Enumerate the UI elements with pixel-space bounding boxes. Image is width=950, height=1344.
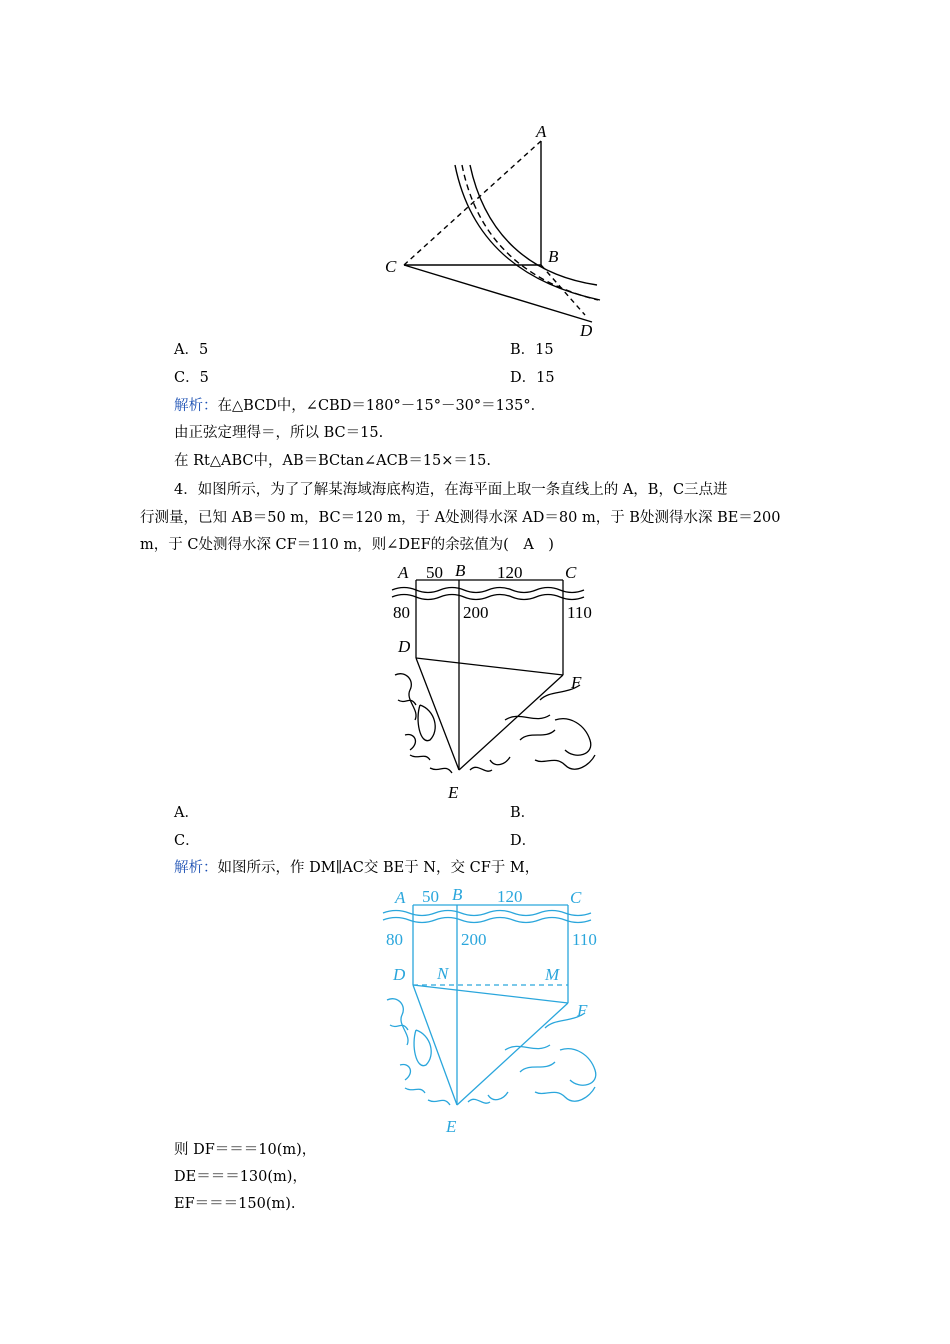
fig3-label-C: C (570, 888, 582, 907)
q4-solution-text1: 如图所示，作 DM∥AC交 BE于 N，交 CF于 M， (217, 860, 540, 876)
q3-solution-line3: 在 Rt△ABC中，AB＝BCtan∠ACB＝15×＝15. (174, 453, 491, 469)
fig2-label-ab: 50 (426, 563, 443, 582)
q3-option-c: C．5 (174, 370, 209, 386)
fig2-label-be: 200 (463, 603, 489, 622)
fig2-label-cf: 110 (567, 603, 592, 622)
fig3-label-bc: 120 (497, 887, 523, 906)
fig2-label-E: E (448, 783, 459, 802)
q4-question-line1: 4．如图所示，为了了解某海域海底构造，在海平面上取一条直线上的 A，B，C三点进 (174, 482, 728, 498)
q3-option-d: D．15 (510, 370, 555, 386)
q3-solution-line1 (174, 396, 545, 416)
q4-option-b: B． (510, 805, 536, 821)
q3-solution-label: 解析： (174, 398, 218, 414)
fig3-label-D: D (393, 965, 406, 984)
fig1-label-D: D (580, 321, 593, 340)
fig3-label-ad: 80 (386, 930, 403, 949)
q4-calc-de: DE＝＝＝130(m)， (174, 1169, 307, 1185)
fig2-label-A: A (398, 563, 409, 582)
q4-calc-df: 则 DF＝＝＝10(m)， (174, 1142, 317, 1158)
fig2-label-F: F (571, 673, 582, 692)
fig3-label-M: M (545, 965, 560, 984)
q3-option-b: B．15 (510, 342, 554, 358)
q3-solution-line2: 由正弦定理得＝，所以 BC＝15. (174, 425, 384, 441)
q4-solution-line1 (174, 858, 539, 878)
fig2-label-D: D (398, 637, 411, 656)
q4-option-d: D． (510, 833, 537, 849)
q4-solution-label: 解析： (174, 860, 218, 876)
fig1-label-C: C (385, 257, 397, 276)
q4-option-c: C． (174, 833, 200, 849)
fig2-label-C: C (565, 563, 577, 582)
fig2-label-bc: 120 (497, 563, 523, 582)
fig3-label-be: 200 (461, 930, 487, 949)
q3-solution-text1: 在△BCD中，∠CBD＝180°－15°－30°＝135°． (217, 398, 546, 414)
fig1-label-A: A (536, 122, 547, 141)
fig3-label-E: E (446, 1117, 457, 1136)
q4-question-line2: 行测量，已知 AB＝50 m，BC＝120 m，于 A处测得水深 AD＝80 m，于 B处测得水深 BE＝200 (140, 510, 781, 526)
fig3-label-F: F (577, 1001, 588, 1020)
q4-option-a: A． (174, 805, 199, 821)
fig3-label-N: N (437, 964, 449, 983)
fig2-label-ad: 80 (393, 603, 410, 622)
fig1-label-B: B (548, 247, 559, 266)
fig3-label-cf: 110 (572, 930, 597, 949)
fig3-label-ab: 50 (422, 887, 439, 906)
fig3-label-A: A (395, 888, 406, 907)
q4-calc-ef: EF＝＝＝150(m). (174, 1196, 296, 1212)
fig3-label-B: B (452, 885, 463, 904)
fig2-label-B: B (455, 561, 466, 580)
q3-option-a: A．5 (174, 342, 209, 358)
q4-question-line3: m，于 C处测得水深 CF＝110 m，则∠DEF的余弦值为( A ) (140, 537, 554, 553)
